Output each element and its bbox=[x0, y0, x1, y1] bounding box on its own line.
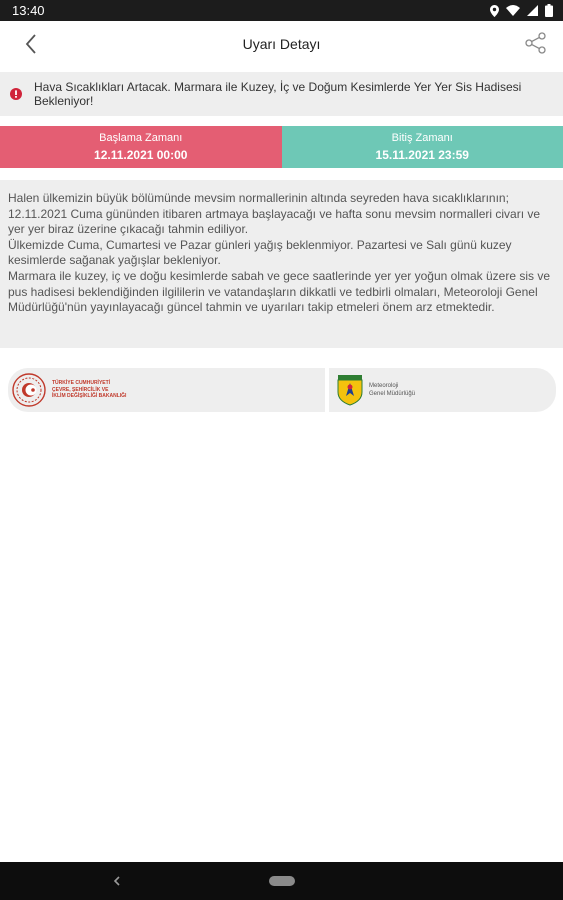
status-bar bbox=[0, 0, 563, 21]
end-time-box bbox=[282, 126, 563, 168]
ministry-logo-card[interactable] bbox=[8, 368, 325, 412]
chevron-left-icon bbox=[25, 34, 37, 54]
mgm-name: Meteoroloji Genel Müdürlüğü bbox=[369, 383, 416, 397]
nav-back-button[interactable] bbox=[110, 873, 124, 889]
start-time-label: Başlama Zamanı bbox=[99, 132, 183, 144]
mgm-logo-card[interactable] bbox=[329, 368, 556, 412]
description-paragraph: Marmara ile kuzey, iç ve doğu kesimlerde sabah ve gece saatlerinde yer yer yoğun olmak üzere sis ve pus hadisesi beklendiğinden ilgililerin ve vatandaşların dikkatli ve tedbirli olmaları, Meteoroloji Genel Müdürlüğü'nün yayınlayacağı güncel tahmin ve uyarıları takip etmeleri önem arz etmektedir. bbox=[8, 268, 551, 315]
status-icons bbox=[490, 4, 553, 17]
nav-home-button[interactable] bbox=[269, 876, 295, 886]
system-nav-bar bbox=[0, 862, 563, 900]
wifi-icon bbox=[506, 5, 520, 16]
time-range bbox=[0, 126, 563, 168]
nav-back-icon bbox=[110, 873, 124, 889]
logo-strip bbox=[8, 368, 556, 412]
status-time: 13:40 bbox=[12, 3, 45, 18]
location-icon bbox=[490, 5, 499, 17]
share-button[interactable] bbox=[523, 30, 549, 56]
alert-icon bbox=[10, 88, 22, 100]
alert-title: Hava Sıcaklıkları Artacak. Marmara ile Kuzey, İç ve Doğum Kesimlerde Yer Yer Sis Hadisesi Bekleniyor! bbox=[34, 80, 522, 108]
battery-icon bbox=[545, 4, 553, 17]
ministry-emblem-icon bbox=[12, 373, 46, 407]
share-icon bbox=[525, 32, 547, 54]
alert-banner bbox=[0, 72, 563, 116]
start-time-box bbox=[0, 126, 282, 168]
end-time-value: 15.11.2021 23:59 bbox=[375, 148, 469, 162]
description-paragraph: Halen ülkemizin büyük bölümünde mevsim normallerinin altında seyreden hava sıcaklıklarının; 12.11.2021 Cuma gününden itibaren artmaya başlayacağı ve hafta sonu mevsim normalleri civarı ve yer yer biraz üzerine çıkacağı tahmin ediliyor. bbox=[8, 191, 541, 237]
page-title: Uyarı Detayı bbox=[242, 35, 321, 52]
back-button[interactable] bbox=[18, 31, 44, 57]
description-paragraph: Ülkemizde Cuma, Cumartesi ve Pazar günleri yağış beklenmiyor. Pazartesi ve Salı günü kuzey kesimlerde sağanak yağışlar bekleniyor. bbox=[8, 237, 512, 268]
app-bar bbox=[0, 21, 563, 66]
start-time-value: 12.11.2021 00:00 bbox=[94, 148, 188, 162]
mgm-emblem-icon bbox=[337, 374, 363, 406]
signal-icon bbox=[527, 5, 538, 16]
warning-description bbox=[0, 180, 563, 348]
ministry-name: TÜRKİYE CUMHURİYETİ ÇEVRE, ŞEHİRCİLİK VE İKLİM DEĞİŞİKLİĞİ BAKANLIĞI bbox=[52, 380, 127, 400]
end-time-label: Bitiş Zamanı bbox=[391, 132, 453, 144]
